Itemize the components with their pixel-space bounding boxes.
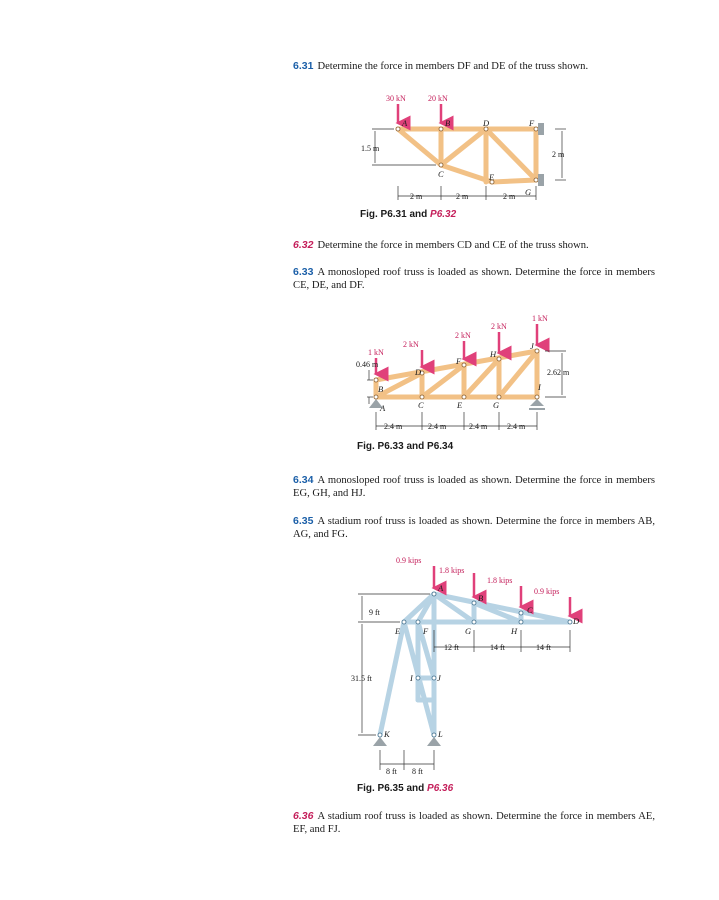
- load-label: 1 kN: [368, 348, 384, 357]
- load-label: 1.8 kips: [487, 576, 513, 585]
- node-label: J: [437, 673, 441, 683]
- problem-number: 6.33: [293, 266, 314, 278]
- problem-number: 6.32: [293, 239, 314, 251]
- support-roller-I: [530, 399, 544, 406]
- load-label: 2 kN: [403, 340, 419, 349]
- dimension-label: 31.5 ft: [351, 674, 372, 683]
- truss-members: [380, 594, 570, 735]
- node-label: E: [395, 626, 401, 636]
- node-label: H: [490, 349, 497, 359]
- figure-3-truss: [351, 556, 580, 776]
- dimension-label: 8 ft: [386, 767, 397, 776]
- support-pin-F: [538, 123, 544, 135]
- node-label: B: [445, 118, 451, 128]
- node-label: D: [415, 367, 422, 377]
- problem-text: Determine the force in members CD and CE of the truss shown.: [317, 240, 589, 251]
- node-label: C: [527, 605, 533, 615]
- caption-main: Fig. P6.31 and: [360, 209, 431, 220]
- problem-number: 6.35: [293, 515, 314, 527]
- dimension-label: 2.4 m: [507, 422, 526, 431]
- dimension-label: 9 ft: [369, 608, 380, 617]
- load-label: 0.9 kips: [396, 556, 422, 565]
- node-label: A: [402, 118, 408, 128]
- truss-members: [398, 129, 536, 182]
- caption-alt: P6.32: [430, 209, 457, 220]
- dimension-label: 2 m: [503, 192, 516, 201]
- dimension-label: 2 m: [456, 192, 469, 201]
- problem-number: 6.36: [293, 810, 314, 822]
- problem-text: A stadium roof truss is loaded as shown. Determine the force in members AB, AG, and FG.: [293, 516, 655, 540]
- dimension-label: 2.4 m: [428, 422, 447, 431]
- node-label: I: [410, 673, 413, 683]
- node-label: C: [418, 400, 424, 410]
- node-label: G: [465, 626, 472, 636]
- dimension-label: 2.62 m: [547, 368, 570, 377]
- figure-2-truss: [356, 314, 570, 431]
- node-label: D: [483, 118, 490, 128]
- dimension-label: 14 ft: [490, 643, 505, 652]
- problem-text: A monosloped roof truss is loaded as shown. Determine the force in members CE, DE, and DF.: [293, 267, 655, 291]
- node-label: F: [529, 118, 535, 128]
- problem-number: 6.31: [293, 60, 314, 72]
- node-label: C: [438, 169, 444, 179]
- dimension-label: 2 m: [552, 150, 565, 159]
- dimension-label: 14 ft: [536, 643, 551, 652]
- problem-number: 6.34: [293, 474, 314, 486]
- dimension-label: 2.4 m: [469, 422, 488, 431]
- caption-main: Fig. P6.35 and: [357, 783, 428, 794]
- node-label: K: [384, 729, 390, 739]
- node-label: H: [511, 626, 518, 636]
- dimension-label: 12 ft: [444, 643, 459, 652]
- node-label: B: [378, 384, 384, 394]
- load-label: 2 kN: [491, 322, 507, 331]
- node-label: G: [493, 400, 500, 410]
- dimension-label: 2 m: [410, 192, 423, 201]
- load-label: 1 kN: [532, 314, 548, 323]
- problem-text: Determine the force in members DF and DE of the truss shown.: [317, 61, 589, 72]
- caption-main: Fig. P6.33 and P6.34: [357, 441, 454, 452]
- load-label: 2 kN: [455, 331, 471, 340]
- load-label: 20 kN: [428, 94, 448, 103]
- node-label: B: [478, 593, 484, 603]
- node-label: A: [380, 403, 386, 413]
- node-label: E: [489, 172, 495, 182]
- node-label: J: [530, 341, 534, 351]
- problem-text: A monosloped roof truss is loaded as shown. Determine the force in members EG, GH, and HJ.: [293, 475, 655, 499]
- problem-text: A stadium roof truss is loaded as shown. Determine the force in members AE, EF, and FJ.: [293, 811, 655, 835]
- dimension-label: 8 ft: [412, 767, 423, 776]
- node-label: I: [538, 382, 541, 392]
- node-label: F: [456, 356, 462, 366]
- dimension-label: 2.4 m: [384, 422, 403, 431]
- node-label: D: [573, 616, 580, 626]
- node-label: E: [457, 400, 463, 410]
- load-label: 1.8 kips: [439, 566, 465, 575]
- node-label: G: [525, 187, 532, 197]
- node-label: F: [423, 626, 429, 636]
- load-label: 0.9 kips: [534, 587, 560, 596]
- node-label: A: [438, 583, 444, 593]
- dimension-label: 0.46 m: [356, 360, 379, 369]
- figure-1-truss: [361, 94, 566, 201]
- caption-alt: P6.36: [427, 783, 454, 794]
- support-roller-G: [538, 174, 544, 186]
- dimension-label: 1.5 m: [361, 144, 380, 153]
- load-label: 30 kN: [386, 94, 406, 103]
- node-label: L: [438, 729, 443, 739]
